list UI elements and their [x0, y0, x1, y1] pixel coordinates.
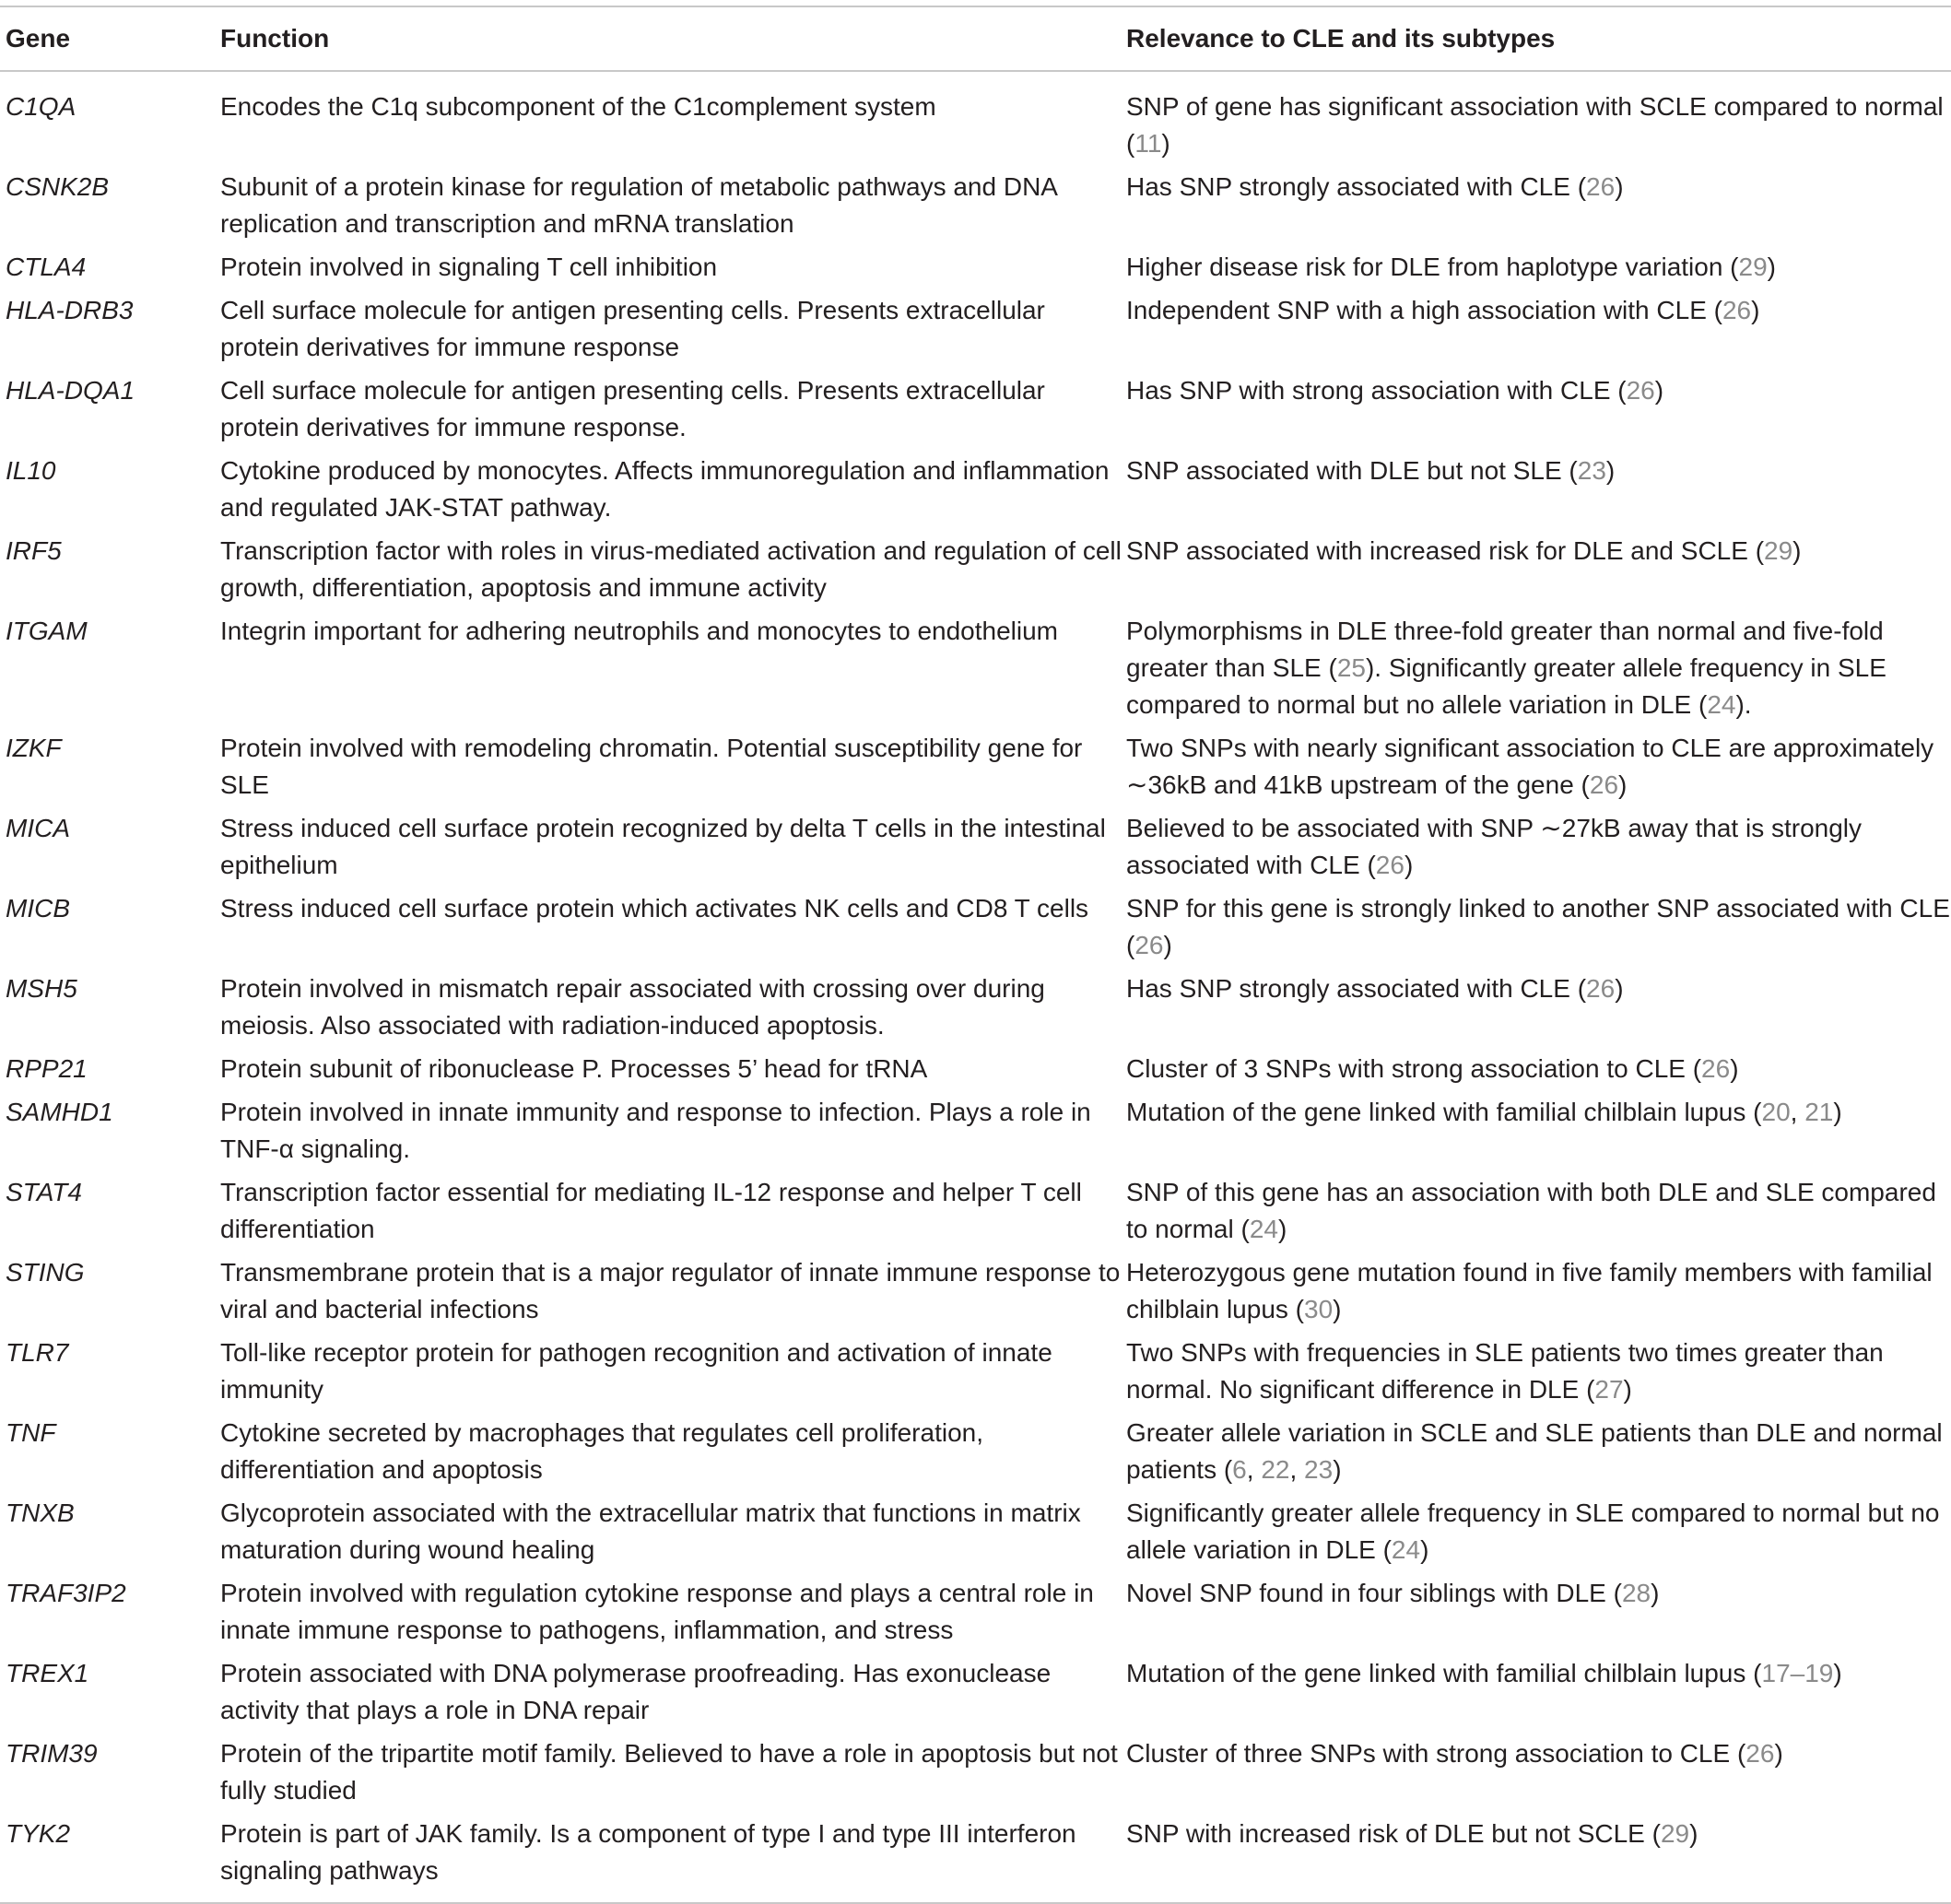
reference-link[interactable]: 26 [1745, 1739, 1775, 1768]
table-row [0, 730, 1951, 810]
table-row [0, 1655, 1951, 1735]
gene-cell: ITGAM [6, 617, 88, 645]
relevance-text: Mutation of the gene linked with familial chilblain lupus ( [1126, 1098, 1762, 1126]
reference-link[interactable]: 20 [1761, 1098, 1791, 1126]
relevance-cell [1126, 249, 1951, 292]
table-row [0, 292, 1951, 372]
gene-cell: HLA-DRB3 [6, 296, 134, 324]
relevance-cell [1126, 1735, 1951, 1816]
function-cell: Transmembrane protein that is a major regulator of innate immune response to viral and bacterial infections [220, 1258, 1121, 1323]
relevance-text: Has SNP strongly associated with CLE ( [1126, 974, 1587, 1003]
function-cell: Glycoprotein associated with the extracellular matrix that functions in matrix maturation during wound healing [220, 1499, 1081, 1564]
table-row [0, 372, 1951, 452]
relevance-text: Two SNPs with nearly significant association to CLE are approximately ∼36kB and 41kB upstream of the gene ( [1126, 734, 1934, 799]
gene-cell: TNXB [6, 1499, 75, 1527]
gene-cell: MSH5 [6, 974, 77, 1003]
table-row [0, 1334, 1951, 1415]
gene-cell: TREX1 [6, 1659, 89, 1687]
relevance-text: ) [1654, 376, 1664, 405]
function-cell: Integrin important for adhering neutrophils and monocytes to endothelium [220, 617, 1058, 645]
reference-link[interactable]: 29 [1738, 253, 1768, 281]
relevance-cell [1126, 810, 1951, 890]
header-row [0, 6, 1951, 71]
header-function: Function [220, 24, 330, 53]
function-cell: Cytokine secreted by macrophages that regulates cell proliferation, differentiation and apoptosis [220, 1418, 983, 1484]
relevance-cell [1126, 1816, 1951, 1903]
reference-link[interactable]: 23 [1304, 1455, 1334, 1484]
relevance-text: ) [1792, 536, 1802, 565]
gene-cell: IRF5 [6, 536, 62, 565]
relevance-text: ) [1277, 1215, 1287, 1243]
function-cell: Protein involved in mismatch repair associated with crossing over during meiosis. Also associated with radiation-induced apoptosis. [220, 974, 1045, 1040]
relevance-cell [1126, 1415, 1951, 1495]
header-gene: Gene [6, 24, 71, 53]
relevance-cell [1126, 1575, 1951, 1655]
relevance-text: Believed to be associated with SNP ∼27kB away that is strongly associated with CLE ( [1126, 814, 1863, 879]
reference-link[interactable]: 26 [1375, 851, 1404, 879]
reference-link[interactable]: 11 [1134, 129, 1162, 158]
function-cell: Protein involved in signaling T cell inhibition [220, 253, 718, 281]
function-cell: Stress induced cell surface protein which activates NK cells and CD8 T cells [220, 894, 1089, 923]
relevance-cell [1126, 533, 1951, 613]
table-row [0, 810, 1951, 890]
relevance-cell [1126, 452, 1951, 533]
function-cell: Protein of the tripartite motif family. Believed to have a role in apoptosis but not fully studied [220, 1739, 1118, 1804]
reference-link[interactable]: 27 [1594, 1375, 1624, 1404]
relevance-text: ) [1651, 1579, 1660, 1607]
function-cell: Protein involved with remodeling chromatin. Potential susceptibility gene for SLE [220, 734, 1083, 799]
relevance-text: Has SNP with strong association with CLE ( [1126, 376, 1627, 405]
function-cell: Stress induced cell surface protein recognized by delta T cells in the intestinal epithelium [220, 814, 1106, 879]
table-row [0, 452, 1951, 533]
relevance-text: ) [1833, 1659, 1842, 1687]
relevance-text: Has SNP strongly associated with CLE ( [1126, 172, 1587, 201]
gene-cell: IL10 [6, 456, 56, 485]
relevance-text: ) [1623, 1375, 1632, 1404]
reference-link[interactable]: 30 [1304, 1295, 1334, 1323]
table-row [0, 1415, 1951, 1495]
table-body [0, 71, 1951, 1903]
function-cell: Subunit of a protein kinase for regulation of metabolic pathways and DNA replication and transcription and mRNA translation [220, 172, 1057, 238]
relevance-text: SNP with increased risk of DLE but not SCLE ( [1126, 1819, 1661, 1848]
relevance-cell [1126, 1495, 1951, 1575]
relevance-cell [1126, 970, 1951, 1051]
relevance-text: ) [1689, 1819, 1698, 1848]
reference-link[interactable]: 26 [1589, 770, 1619, 799]
relevance-text: ) [1163, 931, 1172, 959]
table-row [0, 1174, 1951, 1254]
table-header [0, 6, 1951, 71]
gene-cell: CTLA4 [6, 253, 87, 281]
function-cell: Toll-like receptor protein for pathogen recognition and activation of innate immunity [220, 1338, 1052, 1404]
relevance-text: Cluster of three SNPs with strong association to CLE ( [1126, 1739, 1746, 1768]
relevance-text: ) [1618, 770, 1628, 799]
reference-link[interactable]: 24 [1391, 1535, 1421, 1564]
table-row [0, 1575, 1951, 1655]
gene-cell: SAMHD1 [6, 1098, 113, 1126]
relevance-text: Higher disease risk for DLE from haplotype variation ( [1126, 253, 1739, 281]
reference-link[interactable]: 26 [1626, 376, 1655, 405]
relevance-text: SNP of this gene has an association with both DLE and SLE compared to normal ( [1126, 1178, 1936, 1243]
function-cell: Cell surface molecule for antigen presenting cells. Presents extracellular protein derivatives for immune response [220, 296, 1045, 361]
header-relevance: Relevance to CLE and its subtypes [1126, 24, 1556, 53]
reference-link[interactable]: 22 [1261, 1455, 1290, 1484]
relevance-text: ) [1730, 1054, 1739, 1083]
gene-cell: TYK2 [6, 1819, 71, 1848]
gene-cell: STING [6, 1258, 85, 1287]
relevance-cell [1126, 1051, 1951, 1094]
relevance-cell [1126, 1334, 1951, 1415]
relevance-text: ) [1615, 974, 1624, 1003]
table-row [0, 1051, 1951, 1094]
table-row [0, 613, 1951, 730]
function-cell: Protein involved with regulation cytokine response and plays a central role in innate immune response to pathogens, inflammation, and stress [220, 1579, 1094, 1644]
relevance-text: ) [1751, 296, 1760, 324]
table-row [0, 970, 1951, 1051]
reference-link[interactable]: 29 [1660, 1819, 1690, 1848]
gene-cell: TNF [6, 1418, 56, 1447]
function-cell: Encodes the C1q subcomponent of the C1complement system [220, 92, 936, 121]
reference-link[interactable]: 21 [1804, 1098, 1834, 1126]
relevance-text: ) [1767, 253, 1776, 281]
reference-link[interactable]: 26 [1586, 172, 1616, 201]
relevance-text: ) [1605, 456, 1616, 485]
function-cell: Protein subunit of ribonuclease P. Processes 5’ head for tRNA [220, 1054, 928, 1083]
relevance-cell [1126, 372, 1951, 452]
reference-link[interactable]: 6 [1232, 1455, 1247, 1484]
relevance-text: Two SNPs with frequencies in SLE patients two times greater than normal. No significant difference in DLE ( [1126, 1338, 1884, 1404]
relevance-text: , [1289, 1455, 1305, 1484]
relevance-text: SNP associated with increased risk for DLE and SCLE ( [1126, 536, 1765, 565]
table-row [0, 1735, 1951, 1816]
gene-cell: HLA-DQA1 [6, 376, 135, 405]
relevance-text: ) [1333, 1295, 1342, 1323]
relevance-text: , [1246, 1455, 1262, 1484]
relevance-text: SNP for this gene is strongly linked to another SNP associated with CLE ( [1126, 894, 1950, 959]
gene-cell: CSNK2B [6, 172, 110, 201]
reference-link[interactable]: 26 [1701, 1054, 1731, 1083]
table-row [0, 1495, 1951, 1575]
gene-cell: TLR7 [6, 1338, 69, 1367]
relevance-text: ) [1333, 1455, 1342, 1484]
gene-cell: MICA [6, 814, 70, 842]
reference-link[interactable]: 23 [1577, 456, 1606, 485]
table-row [0, 1254, 1951, 1334]
relevance-cell [1126, 613, 1951, 730]
gene-cell: MICB [6, 894, 70, 923]
reference-link[interactable]: 26 [1134, 931, 1164, 959]
relevance-text: ). Significantly greater allele frequency in SLE compared to normal but no allele variation in DLE ( [1126, 653, 1886, 719]
function-cell: Protein associated with DNA polymerase proofreading. Has exonuclease activity that plays a role in DNA repair [220, 1659, 1052, 1724]
function-cell: Protein is part of JAK family. Is a component of type I and type III interferon signaling pathways [220, 1819, 1076, 1885]
relevance-text: Heterozygous gene mutation found in five family members with familial chilblain lupus ( [1126, 1258, 1933, 1323]
relevance-text: Novel SNP found in four siblings with DLE ( [1126, 1579, 1622, 1607]
relevance-cell [1126, 1655, 1951, 1735]
function-cell: Transcription factor with roles in virus-mediated activation and regulation of cell growth, differentiation, apoptosis and immune activity [220, 536, 1122, 602]
gene-cell: RPP21 [6, 1054, 88, 1083]
function-cell: Protein involved in innate immunity and response to infection. Plays a role in TNF-α signaling. [220, 1098, 1091, 1163]
relevance-cell [1126, 730, 1951, 810]
relevance-cell [1126, 71, 1951, 169]
relevance-text: ) [1161, 129, 1170, 158]
reference-link[interactable]: 26 [1586, 974, 1616, 1003]
reference-link[interactable]: 17–19 [1761, 1659, 1834, 1687]
relevance-text: Independent SNP with a high association with CLE ( [1126, 296, 1722, 324]
relevance-text: Cluster of 3 SNPs with strong association to CLE ( [1126, 1054, 1702, 1083]
relevance-text: Polymorphisms in DLE three-fold greater than normal and five-fold greater than SLE ( [1126, 617, 1884, 682]
table-row [0, 71, 1951, 169]
relevance-text: SNP of gene has significant association with SCLE compared to normal ( [1126, 92, 1944, 158]
gene-cell: STAT4 [6, 1178, 82, 1206]
gene-cell: C1QA [6, 92, 76, 121]
relevance-cell [1126, 1254, 1951, 1334]
table-row [0, 1094, 1951, 1174]
table-row [0, 249, 1951, 292]
function-cell: Transcription factor essential for mediating IL-12 response and helper T cell differentiation [220, 1178, 1082, 1243]
table-row [0, 533, 1951, 613]
relevance-cell [1126, 890, 1951, 970]
relevance-text: ) [1615, 172, 1624, 201]
relevance-cell [1126, 169, 1951, 249]
relevance-cell [1126, 1174, 1951, 1254]
relevance-text: ) [1774, 1739, 1783, 1768]
table-row [0, 1816, 1951, 1903]
relevance-text: Greater allele variation in SCLE and SLE patients than DLE and normal patients ( [1126, 1418, 1943, 1484]
relevance-text: SNP associated with DLE but not SLE ( [1126, 456, 1578, 485]
reference-link[interactable]: 24 [1249, 1215, 1278, 1243]
reference-link[interactable]: 25 [1336, 653, 1366, 682]
relevance-text: ). [1735, 690, 1752, 719]
gene-cell: IZKF [6, 734, 62, 762]
gene-cell: TRIM39 [6, 1739, 98, 1768]
reference-link[interactable]: 26 [1722, 296, 1752, 324]
relevance-cell [1126, 292, 1951, 372]
table-row [0, 169, 1951, 249]
table-row [0, 890, 1951, 970]
gene-cell: TRAF3IP2 [6, 1579, 126, 1607]
reference-link[interactable]: 24 [1707, 690, 1736, 719]
relevance-text: ) [1420, 1535, 1429, 1564]
reference-link[interactable]: 28 [1621, 1579, 1651, 1607]
relevance-text: ) [1404, 851, 1414, 879]
function-cell: Cell surface molecule for antigen presenting cells. Presents extracellular protein derivatives for immune response. [220, 376, 1045, 441]
relevance-text: Mutation of the gene linked with familial chilblain lupus ( [1126, 1659, 1762, 1687]
function-cell: Cytokine produced by monocytes. Affects immunoregulation and inflammation and regulated JAK-STAT pathway. [220, 456, 1110, 522]
relevance-text: , [1790, 1098, 1805, 1126]
gene-table [0, 6, 1951, 1904]
relevance-cell [1126, 1094, 1951, 1174]
relevance-text: ) [1833, 1098, 1842, 1126]
relevance-text: Significantly greater allele frequency in SLE compared to normal but no allele variation in DLE ( [1126, 1499, 1940, 1564]
reference-link[interactable]: 29 [1764, 536, 1793, 565]
